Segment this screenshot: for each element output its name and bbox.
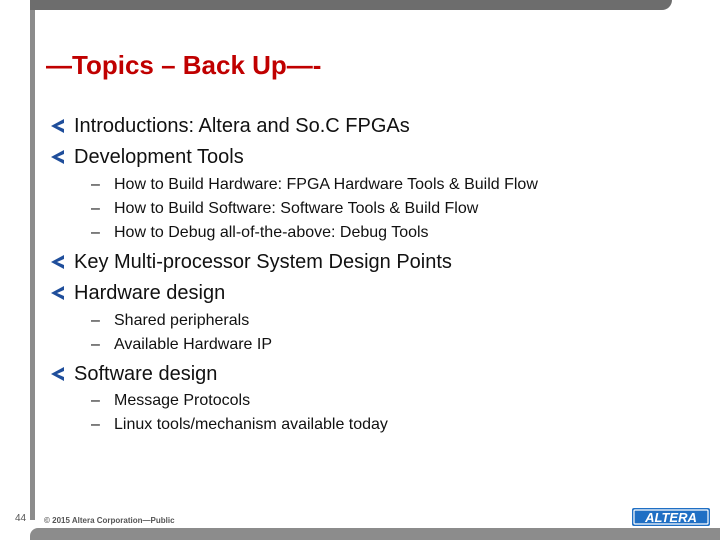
bullet-item: [48, 250, 452, 274]
sub-item: [91, 311, 249, 331]
sub-item-text: Message Protocols: [114, 392, 251, 409]
bullet-text: Software design: [74, 363, 218, 385]
sub-item-text: Linux tools/mechanism available today: [114, 416, 388, 433]
sub-item-text: Available Hardware IP: [114, 336, 273, 353]
bullet-item: [48, 114, 410, 138]
sub-item: [91, 175, 538, 195]
dash-marker: –: [91, 200, 100, 217]
dash-marker: –: [91, 416, 100, 433]
chevron-bullet-icon: [48, 255, 66, 269]
sub-item: [91, 223, 429, 243]
bullet-text: Key Multi-processor System Design Points: [74, 251, 452, 273]
sub-item-text: Shared peripherals: [114, 312, 250, 329]
bullet-text: Development Tools: [74, 146, 244, 168]
chevron-bullet-icon: [48, 286, 66, 300]
chevron-bullet-icon: [48, 367, 66, 381]
copyright-text: © 2015 Altera Corporation—Public: [44, 516, 175, 525]
dash-marker: –: [91, 336, 100, 353]
sub-item: [91, 335, 272, 355]
page-number: 44: [15, 513, 27, 524]
sub-item: [91, 415, 388, 435]
bullet-item: [48, 145, 244, 169]
bullet-item: [48, 281, 225, 305]
dash-marker: –: [91, 392, 100, 409]
sub-item: [91, 391, 250, 411]
logo-text: ALTERA: [645, 510, 697, 525]
bullet-text: Introductions: Altera and So.C FPGAs: [74, 115, 410, 137]
chevron-bullet-icon: [48, 119, 66, 133]
bullet-item: [48, 362, 217, 386]
altera-logo: [632, 506, 712, 528]
sub-item-text: How to Build Hardware: FPGA Hardware Tools & Build Flow: [114, 176, 538, 193]
dash-marker: –: [91, 312, 100, 329]
chevron-bullet-icon: [48, 150, 66, 164]
sub-item-text: How to Build Software: Software Tools & Build Flow: [114, 200, 479, 217]
slide-title: —Topics – Back Up—-: [46, 50, 322, 80]
sub-item-text: How to Debug all-of-the-above: Debug Tools: [114, 224, 429, 241]
bullet-text: Hardware design: [74, 282, 226, 304]
dash-marker: –: [91, 176, 100, 193]
dash-marker: –: [91, 224, 100, 241]
sub-item: [91, 199, 478, 219]
